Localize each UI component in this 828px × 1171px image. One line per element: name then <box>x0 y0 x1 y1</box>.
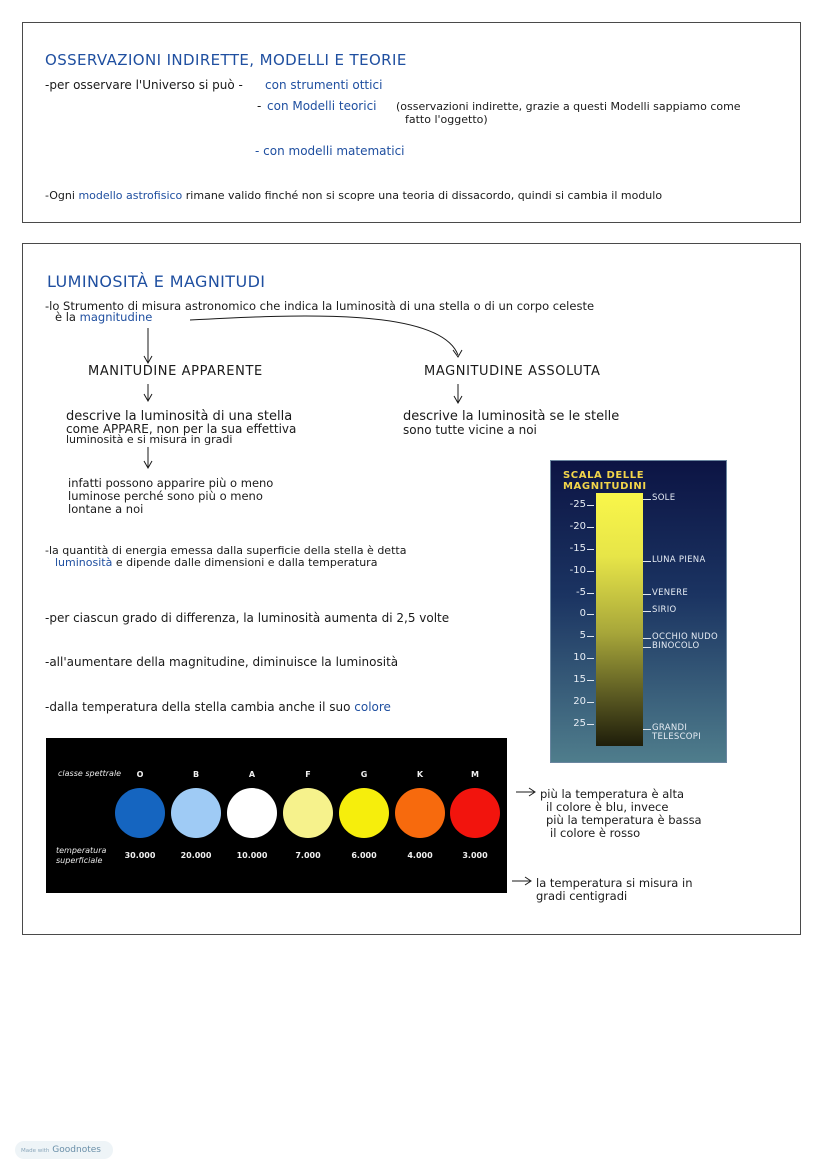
temperature-unit-note-1: la temperatura si misura in <box>536 876 693 890</box>
apparent-desc-2: come APPARE, non per la sua effettiva <box>66 422 297 436</box>
spectral-temperature: 7.000 <box>295 851 321 860</box>
magnitude-label-mark <box>643 638 651 639</box>
magnitude-tick: 5 <box>579 630 586 641</box>
section-title-luminosity: LUMINOSITÀ E MAGNITUDI <box>47 272 266 291</box>
star-color-circle <box>283 788 333 838</box>
spectral-class-letter: B <box>192 770 200 779</box>
apparent-desc-1: descrive la luminosità di una stella <box>66 409 293 424</box>
models-note: (osservazioni indirette, grazie a questi Modelli sappiamo come <box>396 100 741 113</box>
magnitude-tick: 20 <box>573 696 586 707</box>
magnitude-label: SIRIO <box>652 605 677 615</box>
magnitude-tick: 10 <box>573 652 586 663</box>
magnitude-label: OCCHIO NUDO <box>652 632 718 642</box>
absolute-desc-2: sono tutte vicine a noi <box>403 423 537 437</box>
spectral-class-letter: M <box>471 770 479 779</box>
option-theoretical-models: con Modelli teorici <box>267 99 377 113</box>
magnitude-label-mark <box>643 647 651 648</box>
spectral-temperature: 20.000 <box>180 851 212 860</box>
bullet-temperature-color: -dalla temperatura della stella cambia anche il suo colore <box>45 700 391 714</box>
magnitude-label: SOLE <box>652 493 676 503</box>
spectral-class-letter: G <box>360 770 368 779</box>
magnitude-tick-mark <box>587 614 594 615</box>
intro-line-1: -lo Strumento di misura astronomico che indica la luminosità di una stella o di un corpo celeste <box>45 299 595 313</box>
magnitude-tick-mark <box>587 527 594 528</box>
magnitude-tick-mark <box>587 702 594 703</box>
intro-line-2: è la magnitudine <box>55 310 153 324</box>
magnitude-label-mark <box>643 729 651 730</box>
magnitude-tick-mark <box>587 636 594 637</box>
apparent-note-2: luminose perché sono più o meno <box>68 489 263 503</box>
energy-line-1: -la quantità di energia emessa dalla superficie della stella è detta <box>45 544 407 557</box>
apparent-note-1: infatti possono apparire più o meno <box>68 476 274 490</box>
star-color-circle <box>171 788 221 838</box>
magnitude-scale-chart <box>550 460 727 763</box>
spectral-class-letter: K <box>416 770 424 779</box>
color-note-1: più la temperatura è alta <box>540 787 685 801</box>
star-color-circle <box>395 788 445 838</box>
color-note-4: il colore è rosso <box>550 826 641 840</box>
bullet-grade-difference: -per ciascun grado di differenza, la luminosità aumenta di 2,5 volte <box>45 611 450 625</box>
spectral-class-letter: F <box>305 770 311 779</box>
temperature-unit-note-2: gradi centigradi <box>536 889 628 903</box>
magnitude-tick-mark <box>587 658 594 659</box>
energy-line-2: luminosità e dipende dalle dimensioni e dalla temperatura <box>55 556 378 569</box>
magnitude-tick: -5 <box>576 587 586 598</box>
magnitude-tick: -25 <box>569 499 586 510</box>
magnitude-gradient-bar <box>596 493 643 746</box>
magnitude-tick: -15 <box>569 543 586 554</box>
magnitude-tick-mark <box>587 549 594 550</box>
magnitude-tick-mark <box>587 571 594 572</box>
magnitude-label-mark <box>643 594 651 595</box>
astro-model-line: -Ogni modello astrofisico rimane valido finché non si scopre una teoria di dissacordo, quindi si cambia il modulo <box>45 189 663 202</box>
spectral-temperature: 10.000 <box>236 851 268 860</box>
apparent-note-3: lontane a noi <box>68 502 144 516</box>
models-note-2: fatto l'oggetto) <box>405 113 488 126</box>
spectral-temperature: 4.000 <box>407 851 433 860</box>
magnitude-label: BINOCOLO <box>652 641 700 651</box>
magnitude-tick: -10 <box>569 565 586 576</box>
observe-line: -per osservare l'Universo si può - <box>45 78 243 92</box>
option-dash: - <box>257 99 262 113</box>
spectral-class-letter: A <box>248 770 256 779</box>
bullet-magnitude-increase: -all'aumentare della magnitudine, diminuisce la luminosità <box>45 655 399 669</box>
magnitude-label: TELESCOPI <box>652 732 702 742</box>
surface-temperature-label-1: temperatura <box>56 846 107 855</box>
magnitude-label-mark <box>643 561 651 562</box>
magnitude-tick-mark <box>587 505 594 506</box>
apparent-desc-3: luminosità e si misura in gradi <box>66 433 233 446</box>
star-color-circle <box>339 788 389 838</box>
surface-temperature-label-2: superficiale <box>56 856 103 865</box>
magnitude-label-mark <box>643 611 651 612</box>
absolute-desc-1: descrive la luminosità se le stelle <box>403 409 620 424</box>
option-optical-tools: con strumenti ottici <box>265 78 383 92</box>
spectral-class-label: classe spettrale <box>58 769 122 778</box>
spectral-temperature: 3.000 <box>462 851 488 860</box>
absolute-magnitude-title: MAGNITUDINE ASSOLUTA <box>424 364 601 379</box>
spectral-classes-panel <box>46 738 507 893</box>
magnitude-tick: 25 <box>573 718 586 729</box>
color-note-2: il colore è blu, invece <box>546 800 669 814</box>
color-note-3: più la temperatura è bassa <box>546 813 702 827</box>
magnitude-label: VENERE <box>652 588 688 598</box>
magnitude-tick-mark <box>587 680 594 681</box>
apparent-magnitude-title: MANITUDINE APPARENTE <box>88 364 263 379</box>
section-title-observations: OSSERVAZIONI INDIRETTE, MODELLI E TEORIE <box>45 51 407 69</box>
magnitude-label: GRANDI <box>652 723 688 733</box>
star-color-circle <box>450 788 500 838</box>
magnitude-tick-mark <box>587 724 594 725</box>
goodnotes-badge: Made with Goodnotes <box>15 1141 113 1159</box>
magnitude-scale-title: SCALA DELLE MAGNITUDINI <box>563 470 647 492</box>
magnitude-label: LUNA PIENA <box>652 555 706 565</box>
magnitude-label-mark <box>643 499 651 500</box>
spectral-temperature: 6.000 <box>351 851 377 860</box>
star-color-circle <box>227 788 277 838</box>
magnitude-tick: 15 <box>573 674 586 685</box>
magnitude-tick-mark <box>587 593 594 594</box>
spectral-class-letter: O <box>136 770 144 779</box>
spectral-temperature: 30.000 <box>124 851 156 860</box>
option-math-models: - con modelli matematici <box>255 144 405 158</box>
star-color-circle <box>115 788 165 838</box>
magnitude-tick: 0 <box>579 608 586 619</box>
magnitude-tick: -20 <box>569 521 586 532</box>
